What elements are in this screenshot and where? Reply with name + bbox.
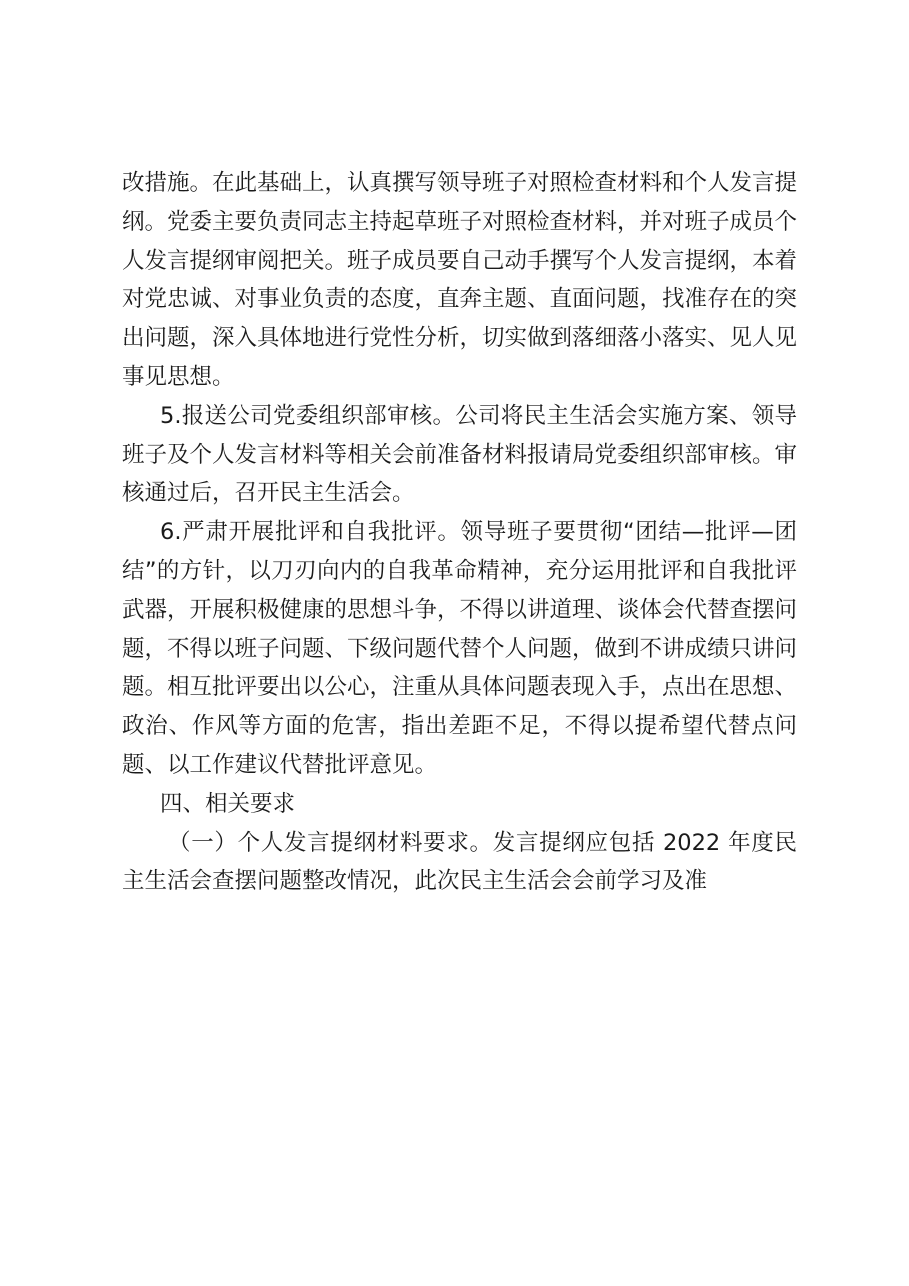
paragraph-item-6-criticism: 6.严肃开展批评和自我批评。领导班子要贯彻“团结—批评—团结”的方针，以刀刃向内的自我革命精神，充分运用批评和自我批评武器，开展积极健康的思想斗争，不得以讲道理、谈体会代替查摆问题，不得以班子问题、下级问题代替个人问题，做到不讲成绩只讲问题。相互批评要出以公心，注重从具体问题表现入手，点出在思想、政治、作风等方面的危害，指出差距不足，不得以提希望代替点问题、以工作建议代替批评意见。 <box>122 519 798 778</box>
section-heading-requirements: 四、相关要求 <box>160 790 296 817</box>
paragraph-item-5-submit-review: 5.报送公司党委组织部审核。公司将民主生活会实施方案、领导班子及个人发言材料等相关会前准备材料报请局党委组织部审核。审核通过后，召开民主生活会。 <box>122 402 798 507</box>
paragraph-rectification-measures: 改措施。在此基础上，认真撰写领导班子对照检查材料和个人发言提纲。党委主要负责同志主持起草班子对照检查材料，并对班子成员个人发言提纲审阅把关。班子成员要自己动手撰写个人发言提纲，本着对党忠诚、对事业负责的态度，直奔主题、直面问题，找准存在的突出问题，深入具体地进行党性分析，切实做到落细落小落实、见人见事见思想。 <box>122 170 798 390</box>
document-body <box>122 164 797 901</box>
paragraph-subsection-1-outline-requirements: （一）个人发言提纲材料要求。发言提纲应包括 2022 年度民主生活会查摆问题整改情况，此次民主生活会会前学习及准 <box>122 829 797 895</box>
